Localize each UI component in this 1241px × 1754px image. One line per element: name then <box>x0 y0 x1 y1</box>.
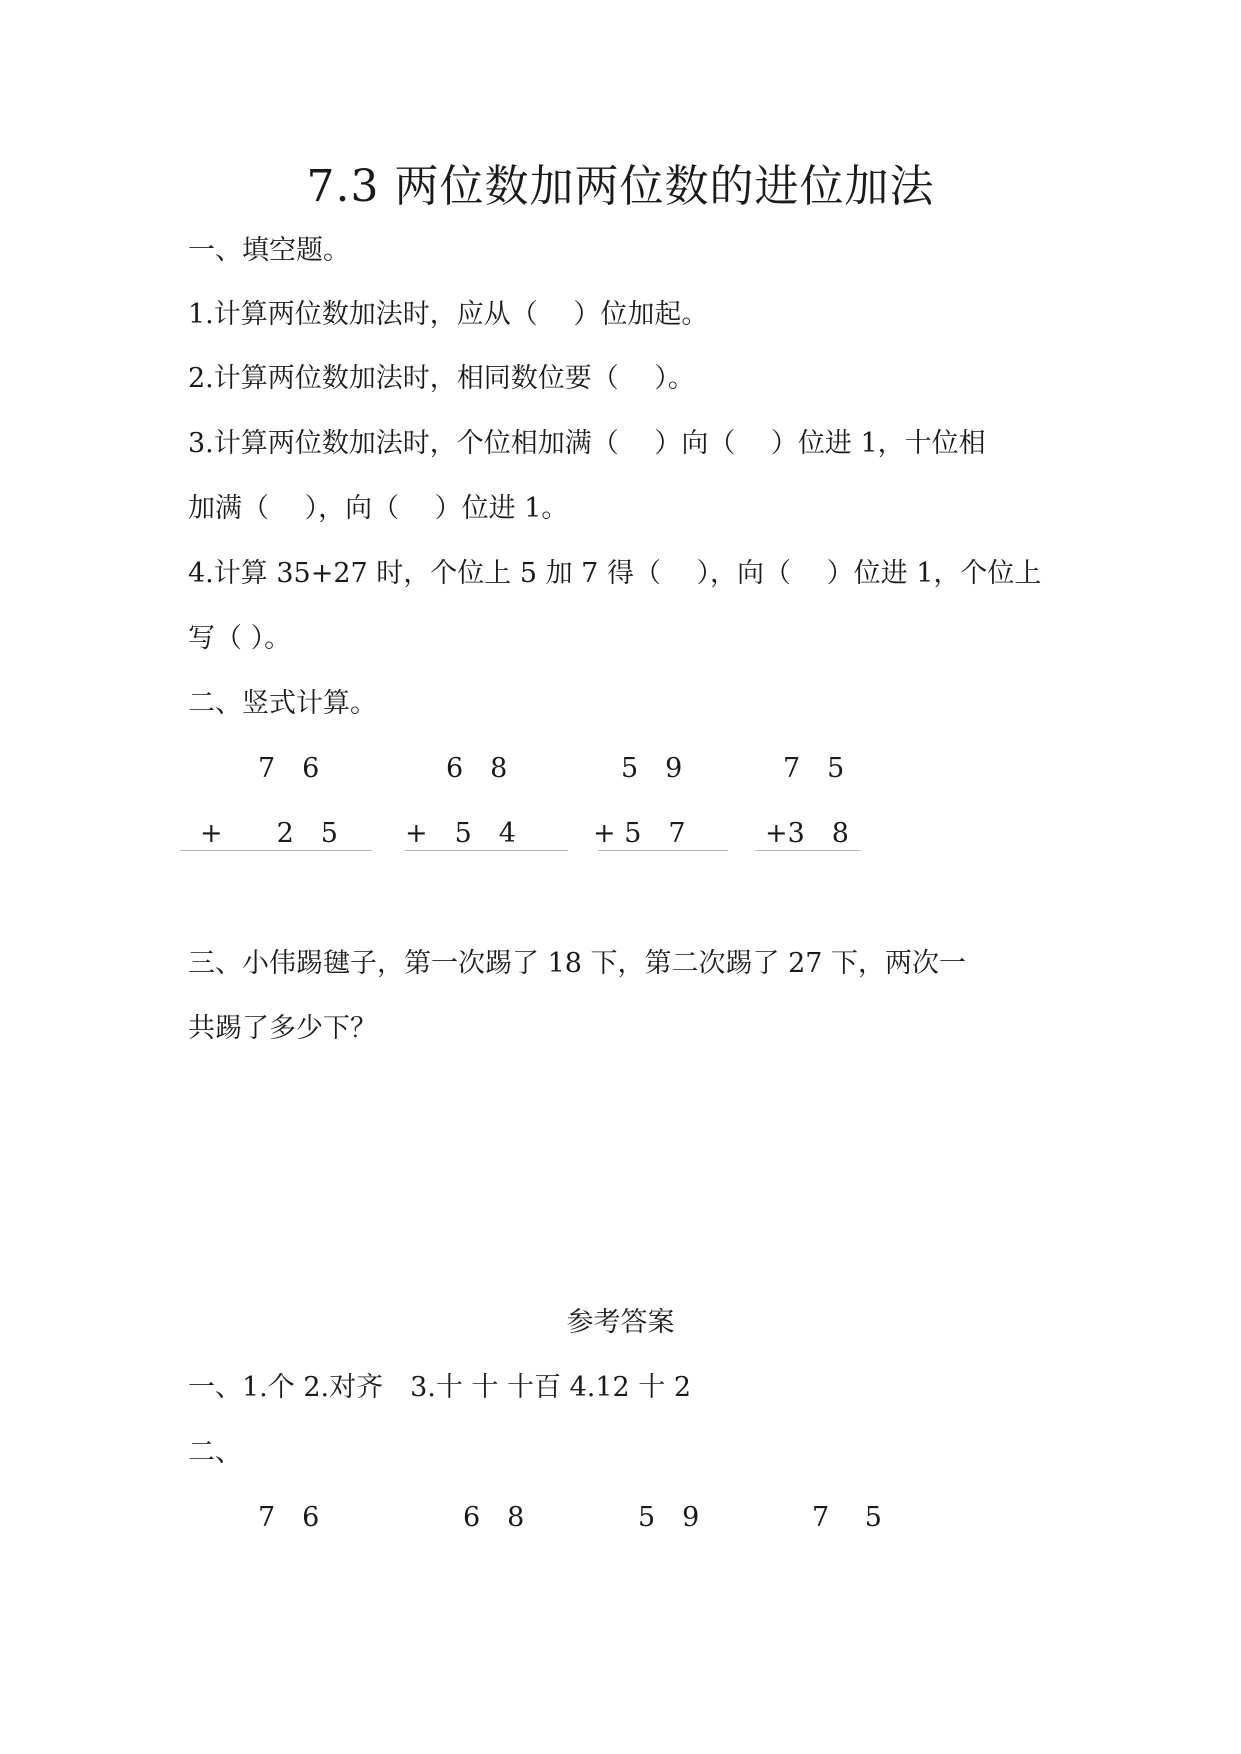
answers-part-1: 一、1.个 2.对齐 3.十 十 十百 4.12 十 2 <box>188 1372 692 1403</box>
question-4-line-2: 写（ ）。 <box>188 623 292 654</box>
addend-bottom: + 2 5 <box>200 818 338 849</box>
question-1: 1.计算两位数加法时，应从（ ）位加起。 <box>188 299 709 330</box>
answer-line <box>598 850 728 851</box>
question-4-line-1: 4.计算 35+27 时，个位上 5 加 7 得（ ），向（ ）位进 1，个位上 <box>188 558 1042 589</box>
answer-problem-1-top: 7 6 <box>258 1502 320 1533</box>
answers-part-2-heading: 二、 <box>188 1437 242 1468</box>
addend-bottom: + 5 7 <box>593 818 686 849</box>
answer-problem-2-top: 6 8 <box>463 1502 525 1533</box>
question-3-line-1: 3.计算两位数加法时，个位相加满（ ）向（ ）位进 1，十位相 <box>188 428 986 459</box>
addend-bottom: + 5 4 <box>405 818 516 849</box>
section1-heading: 一、填空题。 <box>188 235 350 266</box>
answer-line <box>180 850 372 851</box>
question-2: 2.计算两位数加法时，相同数位要（ ）。 <box>188 363 695 394</box>
addend-top: 6 8 <box>446 753 508 784</box>
answers-title: 参考答案 <box>566 1307 675 1338</box>
question-3-line-2: 加满（ ），向（ ）位进 1。 <box>188 493 569 524</box>
section2-heading: 二、竖式计算。 <box>188 688 377 719</box>
answer-problem-3-top: 5 9 <box>638 1502 700 1533</box>
word-problem-line-2: 共踢了多少下？ <box>188 1013 377 1044</box>
answer-line <box>405 850 568 851</box>
addend-top: 5 9 <box>621 753 683 784</box>
addend-top: 7 5 <box>783 753 845 784</box>
answer-line <box>755 850 861 851</box>
page-title: 7.3 两位数加两位数的进位加法 <box>306 161 935 212</box>
word-problem-line-1: 三、小伟踢毽子，第一次踢了 18 下，第二次踢了 27 下，两次一 <box>188 948 967 979</box>
answer-problem-4-top: 7 5 <box>812 1502 882 1533</box>
addend-bottom: +3 8 <box>765 818 849 849</box>
addend-top: 7 6 <box>258 753 320 784</box>
